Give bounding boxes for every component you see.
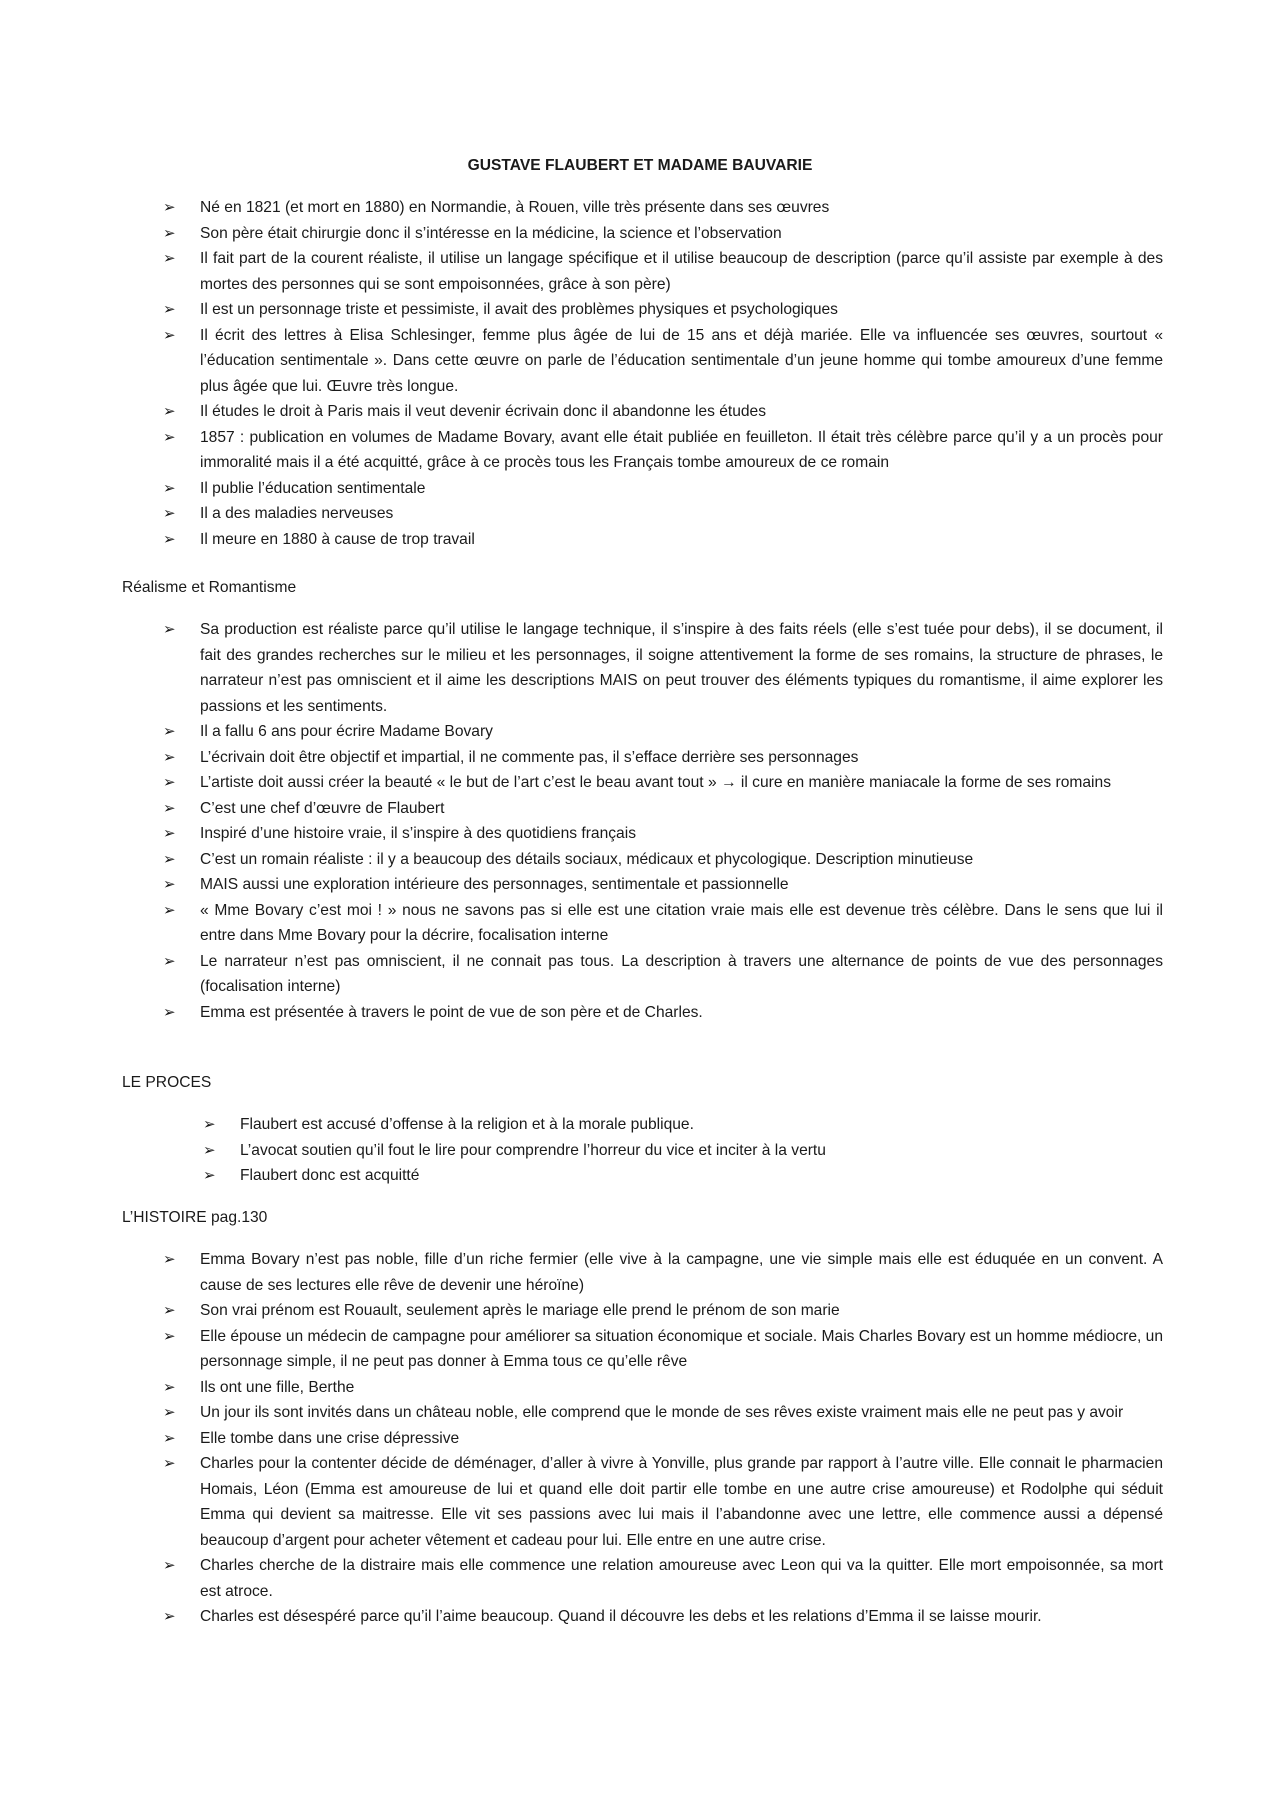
- list-item: ➢ Il études le droit à Paris mais il veut devenir écrivain donc il abandonne les études: [200, 399, 1163, 425]
- list-item: ➢ Elle épouse un médecin de campagne pour améliorer sa situation économique et sociale. Mais Charles Bovary est un homme médiocre, un personnage simple, il ne peut pas donner à Emma tous ce qu’elle rêve: [200, 1324, 1163, 1375]
- list-item: ➢ Il fait part de la courent réaliste, il utilise un langage spécifique et il utilise beaucoup de description (parce qu’il assiste par exemple à des mortes des personnes qui se sont empoisonnées, grâce à son père): [200, 246, 1163, 297]
- arrow-bullet-icon: ➢: [163, 504, 176, 522]
- list-item: ➢ Il est un personnage triste et pessimiste, il avait des problèmes physiques et psychologiques: [200, 297, 1163, 323]
- list-item: ➢ L’avocat soutien qu’il fout le lire pour comprendre l’horreur du vice et inciter à la vertu: [240, 1138, 1163, 1164]
- arrow-bullet-icon: ➢: [163, 198, 176, 216]
- arrow-bullet-icon: ➢: [203, 1115, 216, 1133]
- arrow-bullet-icon: ➢: [163, 402, 176, 420]
- arrow-bullet-icon: ➢: [163, 1377, 176, 1396]
- list-item: ➢ Ils ont une fille, Berthe: [200, 1375, 1163, 1401]
- arrow-bullet-icon: ➢: [203, 1166, 216, 1184]
- list-item: ➢ Né en 1821 (et mort en 1880) en Normandie, à Rouen, ville très présente dans ses œuvres: [200, 195, 1163, 221]
- arrow-bullet-icon: ➢: [163, 223, 176, 242]
- arrow-bullet-icon: ➢: [163, 620, 176, 638]
- bullet-list-biography: [163, 195, 1163, 552]
- list-item: ➢ L’artiste doit aussi créer la beauté « le but de l’art c’est le beau avant tout » → il cure en manière maniacale la forme de ses romains: [200, 770, 1163, 796]
- list-item: ➢ Emma est présentée à travers le point de vue de son père et de Charles.: [200, 1000, 1163, 1026]
- list-item: ➢ Sa production est réaliste parce qu’il utilise le langage technique, il s’inspire à des faits réels (elle s’est tuée pour debs), il se document, il fait des grandes recherches sur le milieu et les personnages, il soigne attentivement la forme de ses romains, la structure de phrases, le narrateur n’est pas omniscient et il aime les descriptions MAIS on peut trouver des éléments typiques du romantisme, il aime explorer les passions et les sentiments.: [200, 617, 1163, 719]
- list-item: ➢ Il a fallu 6 ans pour écrire Madame Bovary: [200, 719, 1163, 745]
- arrow-bullet-icon: ➢: [163, 798, 176, 817]
- arrow-bullet-icon: ➢: [163, 1002, 176, 1021]
- arrow-bullet-icon: ➢: [163, 325, 176, 344]
- list-item: ➢ Elle tombe dans une crise dépressive: [200, 1426, 1163, 1452]
- arrow-bullet-icon: ➢: [163, 478, 176, 497]
- list-item: ➢ Flaubert donc est acquitté: [240, 1163, 1163, 1189]
- arrow-bullet-icon: ➢: [163, 300, 176, 318]
- arrow-bullet-icon: ➢: [163, 747, 176, 766]
- arrow-bullet-icon: ➢: [163, 900, 176, 919]
- list-item: ➢ Le narrateur n’est pas omniscient, il ne connait pas tous. La description à travers une alternance de points de vue des personnages (focalisation interne): [200, 949, 1163, 1000]
- arrow-bullet-icon: ➢: [203, 1140, 216, 1159]
- list-item: ➢ Charles est désespéré parce qu’il l’aime beaucoup. Quand il découvre les debs et les relations d’Emma il se laisse mourir.: [200, 1604, 1163, 1630]
- arrow-bullet-icon: ➢: [163, 1556, 176, 1574]
- arrow-bullet-icon: ➢: [163, 849, 176, 868]
- bullet-list-realisme: [163, 617, 1163, 1025]
- list-item: ➢ Il a des maladies nerveuses: [200, 501, 1163, 527]
- bullet-list-proces: [203, 1112, 1163, 1189]
- list-item: ➢ « Mme Bovary c’est moi ! » nous ne savons pas si elle est une citation vraie mais elle est devenue très célèbre. Dans le sens que lui il entre dans Mme Bovary pour la décrire, focalisation interne: [200, 898, 1163, 949]
- list-item: ➢ Charles pour la contenter décide de déménager, d’aller à vivre à Yonville, plus grande par rapport à l’autre ville. Elle connait le pharmacien Homais, Léon (Emma est amoureuse de lui et quand elle doit partir elle tombe en une autre crise amoureuse) et Rodolphe qui séduit Emma qui devient sa maitresse. Elle vit ses passions avec lui mais il l’abandonne avec une lettre, elle commence aussi a dépensé beaucoup d’argent pour acheter vêtement et cadeau pour lui. Elle entre en une autre crise.: [200, 1451, 1163, 1553]
- arrow-bullet-icon: ➢: [163, 1454, 176, 1472]
- list-item: ➢ C’est un romain réaliste : il y a beaucoup des détails sociaux, médicaux et phycologique. Description minutieuse: [200, 847, 1163, 873]
- arrow-bullet-icon: ➢: [163, 1428, 176, 1447]
- section-heading-realisme: Réalisme et Romantisme: [122, 579, 297, 596]
- arrow-bullet-icon: ➢: [163, 722, 176, 740]
- section-heading-proces: LE PROCES: [122, 1074, 212, 1091]
- list-item: ➢ Charles cherche de la distraire mais elle commence une relation amoureuse avec Leon qui va la quitter. Elle mort empoisonnée, sa mort est atroce.: [200, 1553, 1163, 1604]
- list-item: ➢ Emma Bovary n’est pas noble, fille d’un riche fermier (elle vive à la campagne, une vie simple mais elle est éduquée en un convent. A cause de ses lectures elle rêve de devenir une héroïne): [200, 1247, 1163, 1298]
- arrow-bullet-icon: ➢: [163, 824, 176, 842]
- list-item: ➢ Il écrit des lettres à Elisa Schlesinger, femme plus âgée de lui de 15 ans et déjà mariée. Elle va influencée ses œuvres, sourtout « l’éducation sentimentale ». Dans cette œuvre on parle de l’éducation sentimentale d’un jeune homme qui tombe amoureux d’une femme plus âgée que lui. Œuvre très longue.: [200, 323, 1163, 400]
- list-item: ➢ Inspiré d’une histoire vraie, il s’inspire à des quotidiens français: [200, 821, 1163, 847]
- arrow-bullet-icon: ➢: [163, 1607, 176, 1625]
- list-item: ➢ Un jour ils sont invités dans un château noble, elle comprend que le monde de ses rêves existe vraiment mais elle ne peut pas y avoir: [200, 1400, 1163, 1426]
- arrow-bullet-icon: ➢: [163, 249, 176, 267]
- list-item: ➢ Il publie l’éducation sentimentale: [200, 476, 1163, 502]
- list-item: ➢ Il meure en 1880 à cause de trop travail: [200, 527, 1163, 553]
- arrow-bullet-icon: ➢: [163, 951, 176, 970]
- list-item: ➢ Son père était chirurgie donc il s’intéresse en la médicine, la science et l’observation: [200, 221, 1163, 247]
- arrow-bullet-icon: ➢: [163, 875, 176, 893]
- list-item: ➢ MAIS aussi une exploration intérieure des personnages, sentimentale et passionnelle: [200, 872, 1163, 898]
- arrow-bullet-icon: ➢: [163, 529, 176, 548]
- bullet-list-histoire: [163, 1247, 1163, 1630]
- arrow-bullet-icon: ➢: [163, 1250, 176, 1268]
- section-heading-histoire: L’HISTOIRE pag.130: [122, 1209, 268, 1226]
- list-item: ➢ Son vrai prénom est Rouault, seulement après le mariage elle prend le prénom de son marie: [200, 1298, 1163, 1324]
- arrow-bullet-icon: ➢: [163, 773, 176, 791]
- list-item: ➢ Flaubert est accusé d’offense à la religion et à la morale publique.: [240, 1112, 1163, 1138]
- document-title: GUSTAVE FLAUBERT ET MADAME BAUVARIE: [467, 157, 813, 174]
- arrow-bullet-icon: ➢: [163, 427, 176, 446]
- arrow-bullet-icon: ➢: [163, 1403, 176, 1421]
- list-item: ➢ 1857 : publication en volumes de Madame Bovary, avant elle était publiée en feuilleton. Il était très célèbre parce qu’il y a un procès pour immoralité mais il a été acquitté, grâce à ce procès tous les Français tombe amoureux de ce romain: [200, 425, 1163, 476]
- list-item: ➢ L’écrivain doit être objectif et impartial, il ne commente pas, il s’efface derrière ses personnages: [200, 745, 1163, 771]
- list-item: ➢ C’est une chef d’œuvre de Flaubert: [200, 796, 1163, 822]
- arrow-bullet-icon: ➢: [163, 1326, 176, 1345]
- arrow-bullet-icon: ➢: [163, 1301, 176, 1319]
